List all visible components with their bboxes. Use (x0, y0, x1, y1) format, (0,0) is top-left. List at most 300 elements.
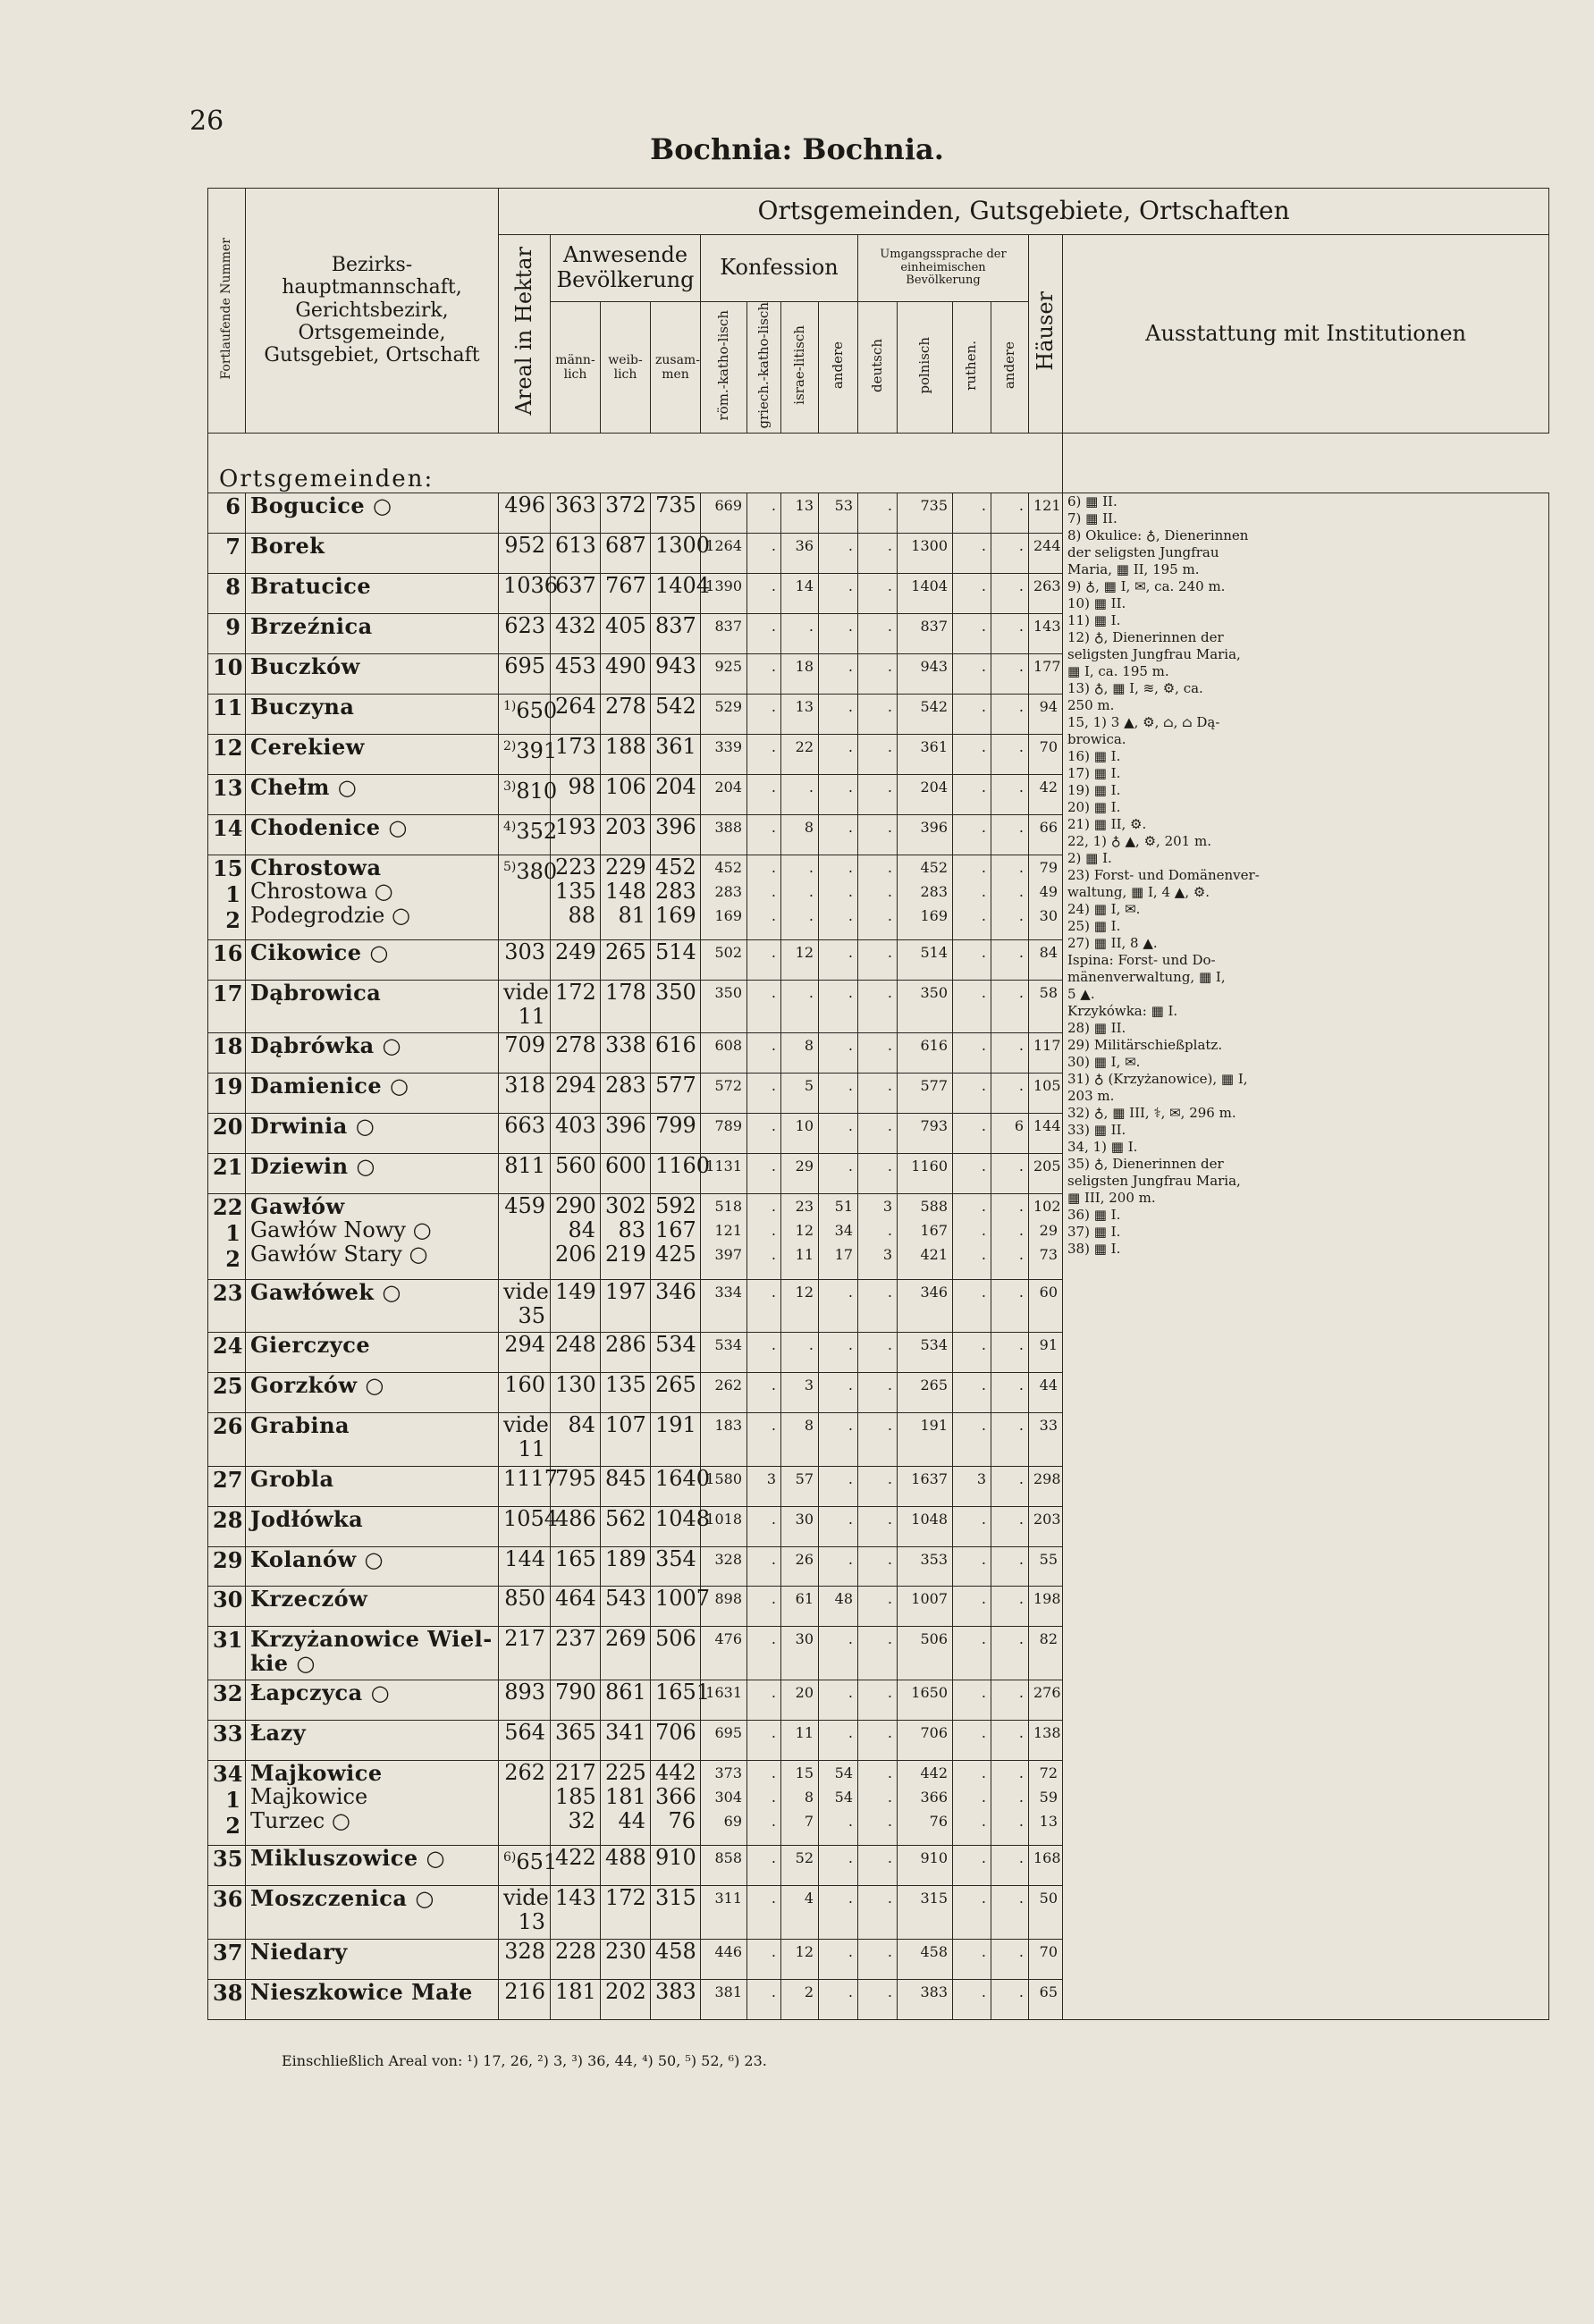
german-header: deutsch (858, 302, 898, 434)
total-cell: 354 (651, 1546, 701, 1587)
other-language-cell: . (991, 573, 1029, 613)
row-number-cell: 26 (208, 1413, 246, 1467)
israelite-cell: 20 (781, 1680, 819, 1720)
top-header: Ortsgemeinden, Gutsgebiete, Ortschaften (499, 189, 1549, 235)
language-header: Umgangssprache der einheimischen Bevölkerung (858, 235, 1029, 302)
area-cell: vide 11 (499, 980, 551, 1033)
row-number-cell: 21 (208, 1154, 246, 1194)
israelite-cell: 3 (781, 1373, 819, 1413)
german-cell: . (858, 734, 898, 774)
houses-cell: 55 (1029, 1546, 1063, 1587)
male-cell: 422 (551, 1846, 601, 1886)
row-number-cell: 22 1 2 (208, 1194, 246, 1279)
polish-cell: 943 (898, 653, 953, 694)
female-cell: 197 (601, 1279, 651, 1333)
polish-cell: 315 (898, 1886, 953, 1940)
total-cell: 383 (651, 1979, 701, 2019)
german-cell: . (858, 1546, 898, 1587)
israelite-cell: . (781, 613, 819, 653)
female-cell: 230 (601, 1939, 651, 1979)
amenity-line: 6) ▦ II. (1067, 493, 1117, 509)
amenity-line: Maria, ▦ II, 195 m. (1067, 560, 1200, 577)
other-language-cell: . (991, 1939, 1029, 1979)
ruthenian-cell: . (953, 1074, 991, 1114)
israelite-cell: 12 (781, 939, 819, 980)
german-cell: . (858, 1939, 898, 1979)
roman-catholic-cell: 334 (701, 1279, 747, 1333)
other-language-cell: . (991, 1587, 1029, 1627)
female-cell: 202 (601, 1979, 651, 2019)
roman-catholic-cell: 572 (701, 1074, 747, 1114)
male-cell: 453 (551, 653, 601, 694)
other-confession-cell: . . . (819, 855, 858, 939)
female-cell: 488 (601, 1846, 651, 1886)
area-cell: 328 (499, 1939, 551, 1979)
israelite-cell: 2 (781, 1979, 819, 2019)
male-cell: 143 (551, 1886, 601, 1940)
german-cell: . (858, 1506, 898, 1546)
roman-catholic-cell: 183 (701, 1413, 747, 1467)
place-name-cell: Nieszkowice Małe (246, 1979, 499, 2019)
area-cell: 709 (499, 1033, 551, 1074)
ruthenian-cell: . (953, 694, 991, 734)
german-cell: . (858, 939, 898, 980)
german-cell: . (858, 1587, 898, 1627)
amenity-line: 12) ♁, Dienerinnen der (1067, 628, 1224, 645)
page-title: Bochnia: Bochnia. (650, 132, 944, 166)
houses-header: Häuser (1029, 235, 1063, 434)
houses-cell: 58 (1029, 980, 1063, 1033)
other-language-cell: . (991, 980, 1029, 1033)
section-label: Ortsgemeinden: (208, 433, 1063, 493)
other-confession-cell: . (819, 1546, 858, 1587)
total-cell: 1007 (651, 1587, 701, 1627)
roman-catholic-cell: 328 (701, 1546, 747, 1587)
greek-catholic-cell: . (747, 493, 781, 533)
other-language-cell: . (991, 1466, 1029, 1506)
total-cell: 542 (651, 694, 701, 734)
other-confession-cell: 54 54 . (819, 1760, 858, 1845)
total-cell: 458 (651, 1939, 701, 1979)
total-cell: 204 (651, 774, 701, 814)
table-body (208, 433, 1549, 2019)
male-cell: 365 (551, 1720, 601, 1760)
female-cell: 135 (601, 1373, 651, 1413)
amenity-line: 37) ▦ I. (1067, 1223, 1121, 1240)
row-number-cell: 38 (208, 1979, 246, 2019)
houses-cell: 244 (1029, 533, 1063, 573)
population-header: Anwesende Bevölkerung (551, 235, 701, 302)
roman-catholic-cell: 1018 (701, 1506, 747, 1546)
polish-cell: 452 283 169 (898, 855, 953, 939)
roman-catholic-cell: 452 283 169 (701, 855, 747, 939)
other-confession-cell: . (819, 1033, 858, 1074)
houses-cell: 94 (1029, 694, 1063, 734)
polish-cell: 1650 (898, 1680, 953, 1720)
male-cell: 790 (551, 1680, 601, 1720)
table-row (208, 493, 1549, 533)
roman-catholic-cell: 388 (701, 814, 747, 855)
area-cell: $^{1)}$650 (499, 694, 551, 734)
roman-catholic-cell: 1390 (701, 573, 747, 613)
greek-catholic-cell: . (747, 1939, 781, 1979)
place-name-cell: Majkowice Majkowice Turzec ○ (246, 1760, 499, 1845)
german-cell: . (858, 694, 898, 734)
male-cell: 432 (551, 613, 601, 653)
row-number-cell: 37 (208, 1939, 246, 1979)
other-confession-cell: . (819, 1680, 858, 1720)
houses-cell: 168 (1029, 1846, 1063, 1886)
other-language-cell: . (991, 814, 1029, 855)
houses-cell: 72 59 13 (1029, 1760, 1063, 1845)
other-language-cell: . (991, 1279, 1029, 1333)
area-cell: vide 11 (499, 1413, 551, 1467)
place-name-cell: Dąbrówka ○ (246, 1033, 499, 1074)
row-number-cell: 20 (208, 1114, 246, 1154)
other-confession-cell: . (819, 1506, 858, 1546)
greek-catholic-cell: . (747, 1033, 781, 1074)
total-cell: 910 (651, 1846, 701, 1886)
german-cell: . (858, 1846, 898, 1886)
other-language-cell: . (991, 1979, 1029, 2019)
female-cell: 286 (601, 1333, 651, 1373)
ruthenian-cell: . (953, 980, 991, 1033)
row-number-cell: 19 (208, 1074, 246, 1114)
row-number-cell: 34 1 2 (208, 1760, 246, 1845)
german-cell: . (858, 1886, 898, 1940)
greek-catholic-cell: . (747, 1720, 781, 1760)
polish-cell: 1404 (898, 573, 953, 613)
area-cell: 496 (499, 493, 551, 533)
roman-catholic-cell: 373 304 69 (701, 1760, 747, 1845)
ruthenian-cell: . (953, 1413, 991, 1467)
roman-catholic-cell: 858 (701, 1846, 747, 1886)
other-confession-cell: . (819, 1373, 858, 1413)
female-cell: 687 (601, 533, 651, 573)
row-number-cell: 32 (208, 1680, 246, 1720)
total-header: zusam-men (651, 302, 701, 434)
polish-cell: 346 (898, 1279, 953, 1333)
confession-header: Konfession (701, 235, 858, 302)
place-name-cell: Bratucice (246, 573, 499, 613)
area-cell: vide 35 (499, 1279, 551, 1333)
german-cell: . (858, 1627, 898, 1680)
row-number-cell: 9 (208, 613, 246, 653)
area-cell: 160 (499, 1373, 551, 1413)
ruthenian-cell: . (953, 1154, 991, 1194)
amenity-line: 15, 1) 3 ▲, ⚙, ⌂, ⌂ Dą- (1067, 713, 1220, 730)
row-number-cell: 6 (208, 493, 246, 533)
place-name-cell: Łazy (246, 1720, 499, 1760)
other-confession-cell: . (819, 1333, 858, 1373)
german-cell: . (858, 1033, 898, 1074)
greek-catholic-cell: . (747, 939, 781, 980)
place-name-cell: Chrostowa Chrostowa ○ Podegrodzie ○ (246, 855, 499, 939)
total-cell: 943 (651, 653, 701, 694)
roman-catholic-cell: 446 (701, 1939, 747, 1979)
female-cell: 338 (601, 1033, 651, 1074)
place-name-cell: Gorzków ○ (246, 1373, 499, 1413)
area-cell: 144 (499, 1546, 551, 1587)
male-cell: 637 (551, 573, 601, 613)
row-number-cell: 13 (208, 774, 246, 814)
female-cell: 341 (601, 1720, 651, 1760)
other-confession-cell: . (819, 1154, 858, 1194)
ruthenian-cell: . . . (953, 1194, 991, 1279)
israelite-cell: 36 (781, 533, 819, 573)
place-name-cell: Niedary (246, 1939, 499, 1979)
amenity-line: ▦ I, ca. 195 m. (1067, 662, 1169, 679)
other-language-cell: . (991, 1627, 1029, 1680)
houses-cell: 33 (1029, 1413, 1063, 1467)
amenity-line: 30) ▦ I, ✉. (1067, 1053, 1141, 1070)
amenity-line: 32) ♁, ▦ III, ⚕, ✉, 296 m. (1067, 1104, 1236, 1121)
polish-cell: 616 (898, 1033, 953, 1074)
other-confession-cell: . (819, 1720, 858, 1760)
total-cell: 799 (651, 1114, 701, 1154)
total-cell: 361 (651, 734, 701, 774)
amenity-line: 9) ♁, ▦ I, ✉, ca. 240 m. (1067, 577, 1226, 594)
place-name-cell: Gierczyce (246, 1333, 499, 1373)
area-cell: 303 (499, 939, 551, 980)
row-number-cell: 25 (208, 1373, 246, 1413)
male-cell: 294 (551, 1074, 601, 1114)
place-name-cell: Grabina (246, 1413, 499, 1467)
israelite-cell: . (781, 980, 819, 1033)
total-cell: 1651 (651, 1680, 701, 1720)
row-number-cell: 18 (208, 1033, 246, 1074)
israelite-cell: 30 (781, 1506, 819, 1546)
greek-catholic-cell: . (747, 1886, 781, 1940)
roman-catholic-cell: 1580 (701, 1466, 747, 1506)
ruthenian-cell: . (953, 1587, 991, 1627)
area-cell: 1117 (499, 1466, 551, 1506)
polish-cell: 396 (898, 814, 953, 855)
polish-cell: 204 (898, 774, 953, 814)
houses-cell: 203 (1029, 1506, 1063, 1546)
houses-cell: 276 (1029, 1680, 1063, 1720)
other-confession-cell: . (819, 734, 858, 774)
area-cell: 294 (499, 1333, 551, 1373)
other-language-cell: . (991, 533, 1029, 573)
roman-catholic-cell: 339 (701, 734, 747, 774)
area-cell: 850 (499, 1587, 551, 1627)
row-number-cell: 24 (208, 1333, 246, 1373)
polish-cell: 191 (898, 1413, 953, 1467)
amenity-line: 36) ▦ I. (1067, 1206, 1121, 1223)
other-language-cell: . . . (991, 1760, 1029, 1845)
houses-cell: 117 (1029, 1033, 1063, 1074)
area-cell: $^{3)}$810 (499, 774, 551, 814)
other-language-cell: . (991, 493, 1029, 533)
male-cell: 149 (551, 1279, 601, 1333)
other-confession-cell: . (819, 1279, 858, 1333)
houses-cell: 198 (1029, 1587, 1063, 1627)
female-cell: 543 (601, 1587, 651, 1627)
female-cell: 225 181 44 (601, 1760, 651, 1845)
roman-catholic-cell: 204 (701, 774, 747, 814)
male-cell: 228 (551, 1939, 601, 1979)
greek-catholic-cell: . (747, 653, 781, 694)
polish-cell: 383 (898, 1979, 953, 2019)
roman-catholic-cell: 350 (701, 980, 747, 1033)
place-name-cell: Dziewin ○ (246, 1154, 499, 1194)
amenity-line: waltung, ▦ I, 4 ▲, ⚙. (1067, 883, 1210, 900)
area-cell: 952 (499, 533, 551, 573)
polish-cell: 1160 (898, 1154, 953, 1194)
houses-cell: 143 (1029, 613, 1063, 653)
german-cell: . (858, 613, 898, 653)
amenity-line: 22, 1) ♁ ▲, ⚙, 201 m. (1067, 832, 1211, 849)
male-cell: 403 (551, 1114, 601, 1154)
greek-catholic-cell: . (747, 1333, 781, 1373)
total-cell: 350 (651, 980, 701, 1033)
total-cell: 442 366 76 (651, 1760, 701, 1845)
houses-cell: 84 (1029, 939, 1063, 980)
amenity-line: 16) ▦ I. (1067, 747, 1121, 764)
greek-catholic-cell: . . . (747, 1194, 781, 1279)
female-cell: 203 (601, 814, 651, 855)
other-language-cell: . (991, 1546, 1029, 1587)
german-cell: . (858, 573, 898, 613)
male-cell: 84 (551, 1413, 601, 1467)
place-name-cell: Chełm ○ (246, 774, 499, 814)
female-cell: 172 (601, 1886, 651, 1940)
male-cell: 181 (551, 1979, 601, 2019)
other-language-cell: . (991, 734, 1029, 774)
ruthenian-cell: . (953, 1033, 991, 1074)
amenity-line: 21) ▦ II, ⚙. (1067, 815, 1147, 832)
place-name-cell: Cerekiew (246, 734, 499, 774)
total-cell: 534 (651, 1333, 701, 1373)
other-confession-cell: . (819, 1627, 858, 1680)
greek-catholic-cell: . (747, 1979, 781, 2019)
total-cell: 1640 (651, 1466, 701, 1506)
german-cell: . (858, 774, 898, 814)
ruthenian-cell: . . . (953, 855, 991, 939)
ruthenian-cell: . (953, 573, 991, 613)
german-cell: . (858, 1333, 898, 1373)
total-cell: 1404 (651, 573, 701, 613)
male-cell: 172 (551, 980, 601, 1033)
area-cell: 695 (499, 653, 551, 694)
israelite-cell: 57 (781, 1466, 819, 1506)
houses-cell: 50 (1029, 1886, 1063, 1940)
roman-catholic-cell: 529 (701, 694, 747, 734)
male-cell: 613 (551, 533, 601, 573)
amenities-cell (1063, 493, 1549, 2019)
ruthenian-cell: . (953, 1680, 991, 1720)
area-cell: 459 (499, 1194, 551, 1279)
row-number-cell: 28 (208, 1506, 246, 1546)
other-language-cell: . (991, 1846, 1029, 1886)
ruthenian-cell: . (953, 493, 991, 533)
israelite-cell: 30 (781, 1627, 819, 1680)
polish-cell: 910 (898, 1846, 953, 1886)
other-confession-cell: 48 (819, 1587, 858, 1627)
male-cell: 278 (551, 1033, 601, 1074)
amenity-line: 29) Militärschießplatz. (1067, 1036, 1223, 1053)
amenity-line: seligsten Jungfrau Maria, (1067, 1172, 1241, 1189)
statistics-table (207, 188, 1549, 2020)
row-number-cell: 10 (208, 653, 246, 694)
polish-cell: 793 (898, 1114, 953, 1154)
total-cell: 706 (651, 1720, 701, 1760)
other-confession-cell: . (819, 1979, 858, 2019)
female-cell: 265 (601, 939, 651, 980)
amenity-line: 33) ▦ II. (1067, 1121, 1126, 1138)
greek-catholic-cell: . (747, 1627, 781, 1680)
israelite-cell: 52 (781, 1846, 819, 1886)
roman-catholic-cell: 789 (701, 1114, 747, 1154)
area-cell: 1036 (499, 573, 551, 613)
other-confession-cell: . (819, 774, 858, 814)
female-cell: 861 (601, 1680, 651, 1720)
female-cell: 283 (601, 1074, 651, 1114)
female-cell: 107 (601, 1413, 651, 1467)
row-number-cell: 16 (208, 939, 246, 980)
german-cell: . (858, 1373, 898, 1413)
greek-catholic-cell: . (747, 1846, 781, 1886)
greek-catholic-cell: . (747, 533, 781, 573)
israelite-cell: 12 (781, 1939, 819, 1979)
amenity-line: der seligsten Jungfrau (1067, 543, 1219, 560)
amenity-line: 7) ▦ II. (1067, 509, 1117, 526)
ruthenian-cell: . (953, 939, 991, 980)
page-number: 26 (190, 105, 224, 137)
row-number-cell: 14 (208, 814, 246, 855)
area-cell: $^{4)}$352 (499, 814, 551, 855)
male-header: männ-lich (551, 302, 601, 434)
female-cell: 106 (601, 774, 651, 814)
greek-catholic-cell: . (747, 1114, 781, 1154)
male-cell: 237 (551, 1627, 601, 1680)
row-number-cell: 11 (208, 694, 246, 734)
place-name-cell: Jodłówka (246, 1506, 499, 1546)
houses-cell: 205 (1029, 1154, 1063, 1194)
german-cell: . (858, 1466, 898, 1506)
other-confession-cell: . (819, 1074, 858, 1114)
other-language-cell: . (991, 694, 1029, 734)
german-cell: . (858, 814, 898, 855)
other-confession-cell: . (819, 1466, 858, 1506)
greek-catholic-cell: . (747, 573, 781, 613)
row-number-cell: 8 (208, 573, 246, 613)
ruthenian-cell: . (953, 774, 991, 814)
row-number-cell: 23 (208, 1279, 246, 1333)
ruthenian-cell: . . . (953, 1760, 991, 1845)
greek-catholic-cell: . (747, 1279, 781, 1333)
total-cell: 1048 (651, 1506, 701, 1546)
place-name-cell: Krzeczów (246, 1587, 499, 1627)
place-name-cell: Bogucice ○ (246, 493, 499, 533)
male-cell: 248 (551, 1333, 601, 1373)
polish-cell: 1300 (898, 533, 953, 573)
houses-cell: 70 (1029, 734, 1063, 774)
male-cell: 173 (551, 734, 601, 774)
row-number-cell: 30 (208, 1587, 246, 1627)
amenity-line: browica. (1067, 730, 1126, 747)
ruthenian-header: ruthen. (953, 302, 991, 434)
ruthenian-cell: 3 (953, 1466, 991, 1506)
total-cell: 837 (651, 613, 701, 653)
area-footnote: Einschließlich Areal von: ¹) 17, 26, ²) 3, ³) 36, 44, ⁴) 50, ⁵) 52, ⁶) 23. (282, 2052, 767, 2069)
male-cell: 795 (551, 1466, 601, 1506)
section-row (208, 433, 1549, 493)
israelite-cell: 5 (781, 1074, 819, 1114)
other-language-cell: . (991, 939, 1029, 980)
total-cell: 616 (651, 1033, 701, 1074)
